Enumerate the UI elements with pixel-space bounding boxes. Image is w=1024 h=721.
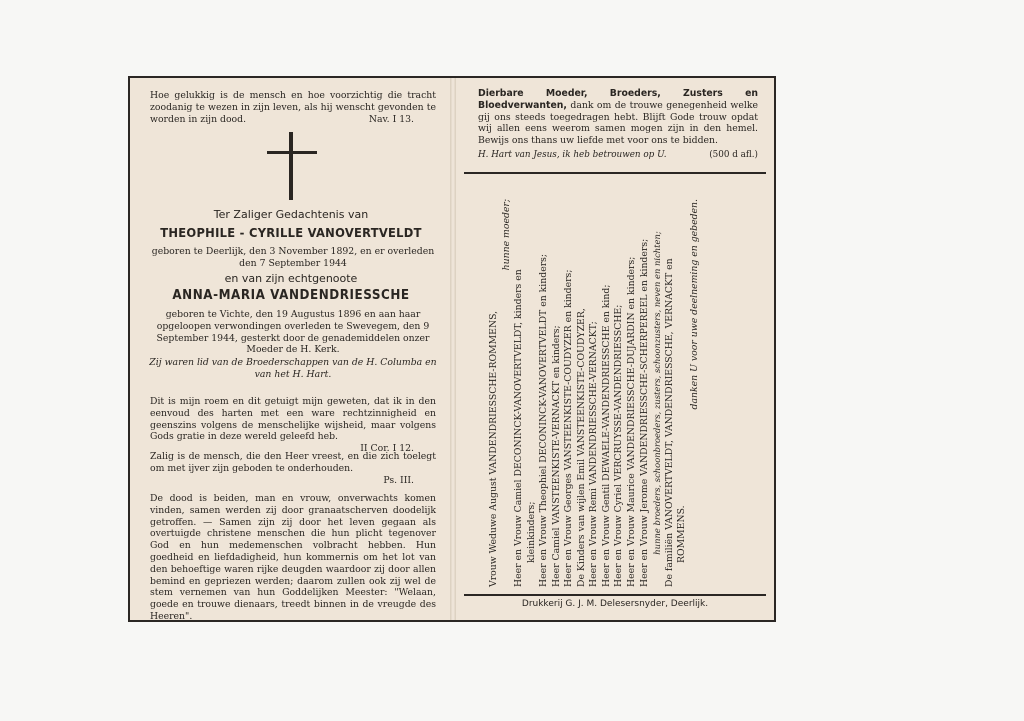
verse-2-ref: II Cor. I 12. — [360, 443, 414, 455]
mourner-line: Heer en Vrouw Jerome VANDENDRIESSCHE-SCHERPEREEL en kinders; — [638, 238, 650, 587]
deceased-1-details: geboren te Deerlijk, den 3 November 1892, en er overleden den 7 September 1944 — [151, 246, 435, 269]
mourner-line: Heer en Vrouw Theophiel DECONINCK-VANOVERTVELDT en kinders; — [538, 253, 550, 587]
verse-4 — [150, 493, 436, 623]
printer-credit: Drukkerij G. J. M. Delesersnyder, Deerlijk. — [521, 599, 709, 609]
mourner-line: Heer Camiel VANSTEENKISTE-VERNACKT en kinders; — [550, 325, 562, 587]
mourner-line: Heer en Vrouw Gentil DEWAELE-VANDENDRIESSCHE en kind; — [600, 284, 612, 587]
brotherhood-note: Zij waren lid van de Broederschappen van de H. Columba en van het H. Hart. — [149, 357, 437, 380]
family-address-text: dank om de trouwe genegenheid welke gij ons steeds toegedragen hebt. Blijft Gode trouw opdat wij allen eens weerom samen mogen zijn in den hemel. Bewijs ons thans uw liefde met voor ons te bidden. — [478, 99, 758, 147]
verse-2-text: Dit is mijn roem en dit getuigt mijn geweten, dat ik in den eenvoud des harten met een ware rechtzinnigheid en geenszins volgens de menschelijke wijsheid, maar volgens Gods gratie in deze wereld geleefd heb. — [150, 396, 436, 443]
spouse-intro: en van zijn echtgenoote — [224, 272, 358, 285]
deceased-name-2: ANNA-MARIA VANDENDRIESSCHE — [172, 288, 410, 303]
verse-4-text: De dood is beiden, man en vrouw, onverwachts komen vinden, samen werden zij door granaatscherven doodelijk getroffen. — Samen zijn zij door het leven gegaan als overtuigde christene menschen die hun plicht tegenover God en hun medemenschen volbracht hebben. Hun goedheid en liefdadigheid, hun kommernis om het lot van den behoeftige waren rijke deugden waardoor zij door allen bemind en gepriezen werden; daarom zullen ook zij wel de stem vernemen van hun Goddelijken Meester: "Welaan, goede en trouwe dienaars, treedt binnen in de vreugde des Heeren". — [150, 493, 436, 622]
mourners-list — [488, 199, 738, 587]
mourner-line: De Kinders van wijlen Emil VANSTEENKISTE-COUDYZER, — [575, 308, 587, 587]
bottom-divider — [464, 594, 766, 596]
mourner-line: Heer en Vrouw Maurice VANDENDRIESSCHE-DUJARDIN en kinders; — [626, 256, 638, 587]
verse-3-ref: Ps. III. — [383, 474, 414, 486]
memorial-intro: Ter Zaliger Gedachtenis van — [213, 208, 369, 221]
deceased-2-details: geboren te Vichte, den 19 Augustus 1896 en aan haar opgeloopen verwondingen overleden te Swevegem, den 9 September 1944, gesterkt door de genademiddelen onzer Moeder de H. Kerk. — [156, 309, 430, 356]
opening-verse-ref: Nav. I 13. — [368, 113, 414, 125]
top-divider — [464, 172, 766, 174]
mourner-line: Heer en Vrouw Camiel DECONINCK-VANOVERTVELDT, kinders en — [513, 269, 525, 587]
right-panel — [458, 80, 772, 618]
memorial-card — [128, 76, 776, 622]
card-fold — [450, 78, 456, 620]
mourner-line: hunne moeder; — [500, 199, 512, 271]
mourner-line: Vrouw Weduwe August VANDENDRIESSCHE-ROMMENS, — [488, 310, 499, 587]
family-address — [478, 88, 758, 147]
deceased-name-1: THEOPHILE - CYRILLE VANOVERTVELDT — [160, 225, 422, 240]
cross-icon — [267, 132, 317, 200]
mourner-line: hunne broeders, schoonbroeders, zusters, schoonzusters, neven en nichten; — [652, 231, 663, 555]
opening-verse — [150, 90, 436, 125]
mourner-line: Heer en Vrouw Georges VANSTEENKISTE-COUDYZER en kinders; — [563, 269, 575, 587]
mourner-line: De familiën VANOVERTVELDT, VANDENDRIESSCHE, VERNACKT en — [663, 258, 675, 587]
verse-3 — [150, 451, 436, 486]
opening-verse-text: Hoe gelukkig is de mensch en hoe voorzichtig die tracht zoodanig te wezen in zijn leven, als hij wenscht gevonden te worden in zijn dood. — [150, 90, 436, 125]
verse-2 — [150, 396, 436, 455]
mourner-line: danken U voor uwe deelneming en gebeden. — [688, 199, 700, 410]
left-panel — [132, 80, 450, 622]
mourner-line: kleinkinders; — [525, 501, 537, 563]
mourner-line: Heer en Vrouw Remi VANDENDRIESSCHE-VERNACKT; — [588, 321, 600, 587]
mourner-line: ROMMENS. — [676, 505, 688, 563]
family-address-heading: Dierbare Moeder, Broeders, Zusters en Bloedverwanten, — [478, 88, 758, 111]
indulgence-prayer: H. Hart van Jesus, ik heb betrouwen op U. — [478, 150, 667, 160]
indulgence-days: (500 d afl.) — [709, 150, 758, 160]
indulgence-line — [478, 150, 758, 160]
verse-3-text: Zalig is de mensch, die den Heer vreest, en die zich toelegt om met ijver zijn geboden te onderhouden. — [150, 451, 436, 474]
mourner-line: Heer en Vrouw Cyriel VERCRUYSSE-VANDENDRIESSCHE; — [613, 304, 625, 587]
